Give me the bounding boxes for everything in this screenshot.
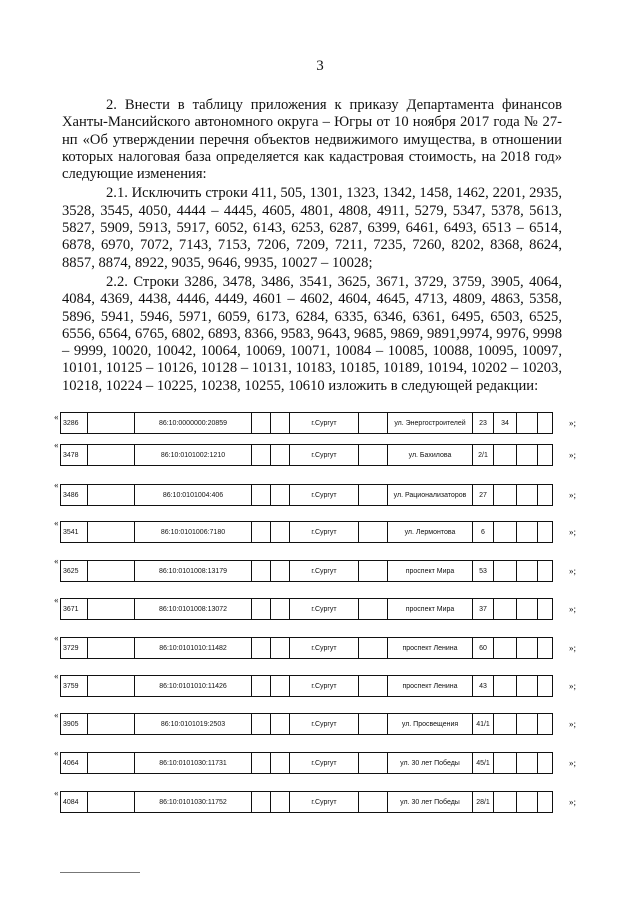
cadastral-number: 86:10:0101010:11426 xyxy=(135,676,252,697)
building-cell xyxy=(494,714,517,735)
cadastral-number: 86:10:0101006:7180 xyxy=(135,522,252,543)
city-cell: г.Сургут xyxy=(290,413,359,434)
table-row xyxy=(60,444,553,466)
empty-cell xyxy=(88,676,135,697)
empty-cell xyxy=(538,676,553,697)
empty-cell xyxy=(538,638,553,659)
close-quote: »; xyxy=(569,643,577,653)
empty-cell xyxy=(88,485,135,506)
house-cell: 60 xyxy=(473,638,494,659)
close-quote: »; xyxy=(569,450,577,460)
house-cell: 6 xyxy=(473,522,494,543)
empty-cell xyxy=(271,522,290,543)
city-cell: г.Сургут xyxy=(290,638,359,659)
building-cell xyxy=(494,485,517,506)
empty-cell xyxy=(359,638,388,659)
house-cell: 28/1 xyxy=(473,792,494,813)
city-cell: г.Сургут xyxy=(290,792,359,813)
open-quote: « xyxy=(54,748,59,758)
building-cell xyxy=(494,753,517,774)
empty-cell xyxy=(538,792,553,813)
empty-cell xyxy=(252,599,271,620)
city-cell: г.Сургут xyxy=(290,599,359,620)
table-row xyxy=(60,752,553,774)
empty-cell xyxy=(359,561,388,582)
cadastral-number: 86:10:0101030:11731 xyxy=(135,753,252,774)
house-cell: 23 xyxy=(473,413,494,434)
table-row xyxy=(60,637,553,659)
city-cell: г.Сургут xyxy=(290,714,359,735)
open-quote: « xyxy=(54,440,59,450)
building-cell xyxy=(494,561,517,582)
city-cell: г.Сургут xyxy=(290,522,359,543)
paragraph-replace-rows: 2.2. Строки 3286, 3478, 3486, 3541, 3625, 3671, 3729, 3759, 3905, 4064, 4084, 4369, 4438, 4446, 4449, 4601 – 4602, 4604, 4645, 4713, 4809, 4863, 5358, 5896, 5941, 5946, 5971, 6059, 6173, 6284, 6335, 6346, 6361, 6495, 6503, 6525, 6556, 6564, 6765, 6802, 6893, 8366, 9583, 9643, 9685, 9869, 9891,9974, 9976, 9998 – 9999, 10020, 10042, 10064, 10069, 10071, 10084 – 10085, 10088, 10095, 10097, 10101, 10125 – 10126, 10128 – 10131, 10183, 10185, 10189, 10194, 10202 – 10203, 10218, 10224 – 10225, 10238, 10255, 10610 изложить в следующей редакции: xyxy=(62,273,562,394)
empty-cell xyxy=(538,522,553,543)
building-cell xyxy=(494,638,517,659)
empty-cell xyxy=(252,522,271,543)
empty-cell xyxy=(271,676,290,697)
row-number: 3625 xyxy=(61,561,88,582)
close-quote: »; xyxy=(569,566,577,576)
building-cell xyxy=(494,445,517,466)
house-cell: 45/1 xyxy=(473,753,494,774)
footer-divider xyxy=(60,872,140,873)
open-quote: « xyxy=(54,788,59,798)
street-cell: ул. 30 лет Победы xyxy=(388,753,473,774)
empty-cell xyxy=(517,676,538,697)
street-cell: проспект Ленина xyxy=(388,638,473,659)
open-quote: « xyxy=(54,671,59,681)
empty-cell xyxy=(271,792,290,813)
table-row xyxy=(60,598,553,620)
cadastral-number: 86:10:0101010:11482 xyxy=(135,638,252,659)
street-cell: ул. Лермонтова xyxy=(388,522,473,543)
cadastral-number: 86:10:0101002:1210 xyxy=(135,445,252,466)
empty-cell xyxy=(252,413,271,434)
empty-cell xyxy=(359,522,388,543)
table-row xyxy=(60,713,553,735)
open-quote: « xyxy=(54,595,59,605)
empty-cell xyxy=(271,413,290,434)
cadastral-number: 86:10:0101004:406 xyxy=(135,485,252,506)
empty-cell xyxy=(517,413,538,434)
empty-cell xyxy=(271,485,290,506)
paragraph-exclude-rows: 2.1. Исключить строки 411, 505, 1301, 1323, 1342, 1458, 1462, 2201, 2935, 3528, 3545, 4050, 4444 – 4445, 4605, 4801, 4808, 4911, 5279, 5347, 5378, 5613, 5827, 5909, 5913, 5917, 6052, 6143, 6253, 6287, 6399, 6461, 6493, 6513 – 6514, 6878, 6970, 7072, 7143, 7153, 7206, 7209, 7211, 7235, 7260, 8202, 8368, 8624, 8857, 8874, 8922, 9035, 9646, 9935, 10027 – 10028; xyxy=(62,185,562,271)
open-quote: « xyxy=(54,710,59,720)
empty-cell xyxy=(252,561,271,582)
empty-cell xyxy=(517,792,538,813)
building-cell: 34 xyxy=(494,413,517,434)
empty-cell xyxy=(517,753,538,774)
close-quote: »; xyxy=(569,527,577,537)
house-cell: 2/1 xyxy=(473,445,494,466)
empty-cell xyxy=(88,445,135,466)
empty-cell xyxy=(538,561,553,582)
empty-cell xyxy=(538,753,553,774)
empty-cell xyxy=(271,445,290,466)
row-number: 3905 xyxy=(61,714,88,735)
empty-cell xyxy=(359,445,388,466)
row-number: 3759 xyxy=(61,676,88,697)
street-cell: ул. Просвещения xyxy=(388,714,473,735)
close-quote: »; xyxy=(569,719,577,729)
close-quote: »; xyxy=(569,758,577,768)
empty-cell xyxy=(88,561,135,582)
row-number: 4084 xyxy=(61,792,88,813)
empty-cell xyxy=(538,445,553,466)
cadastral-number: 86:10:0101030:11752 xyxy=(135,792,252,813)
empty-cell xyxy=(359,676,388,697)
empty-cell xyxy=(517,599,538,620)
row-number: 3486 xyxy=(61,485,88,506)
street-cell: проспект Мира xyxy=(388,599,473,620)
row-number: 3671 xyxy=(61,599,88,620)
street-cell: ул. Рационализаторов xyxy=(388,485,473,506)
empty-cell xyxy=(252,676,271,697)
open-quote: « xyxy=(54,633,59,643)
house-cell: 43 xyxy=(473,676,494,697)
empty-cell xyxy=(88,413,135,434)
empty-cell xyxy=(359,753,388,774)
cadastral-number: 86:10:0101019:2503 xyxy=(135,714,252,735)
street-cell: ул. 30 лет Победы xyxy=(388,792,473,813)
empty-cell xyxy=(252,485,271,506)
empty-cell xyxy=(271,753,290,774)
building-cell xyxy=(494,676,517,697)
row-number: 3478 xyxy=(61,445,88,466)
city-cell: г.Сургут xyxy=(290,485,359,506)
close-quote: »; xyxy=(569,490,577,500)
empty-cell xyxy=(538,714,553,735)
empty-cell xyxy=(271,714,290,735)
paragraph-amendment-intro: 2. Внести в таблицу приложения к приказу Департамента финансов Ханты-Мансийского автономного округа – Югры от 10 ноября 2017 года № 27-нп «Об утверждении перечня объектов недвижимого имущества, в отношении которых налоговая база определяется как кадастровая стоимость, на 2018 год» следующие изменения: xyxy=(62,97,562,183)
row-number: 3729 xyxy=(61,638,88,659)
close-quote: »; xyxy=(569,681,577,691)
table-row xyxy=(60,560,553,582)
empty-cell xyxy=(88,599,135,620)
empty-cell xyxy=(538,413,553,434)
empty-cell xyxy=(88,714,135,735)
empty-cell xyxy=(271,561,290,582)
empty-cell xyxy=(271,638,290,659)
city-cell: г.Сургут xyxy=(290,445,359,466)
empty-cell xyxy=(359,792,388,813)
street-cell: проспект Ленина xyxy=(388,676,473,697)
empty-cell xyxy=(88,792,135,813)
building-cell xyxy=(494,599,517,620)
empty-cell xyxy=(252,714,271,735)
building-cell xyxy=(494,522,517,543)
house-cell: 27 xyxy=(473,485,494,506)
empty-cell xyxy=(252,753,271,774)
empty-cell xyxy=(538,599,553,620)
house-cell: 41/1 xyxy=(473,714,494,735)
open-quote: « xyxy=(54,412,59,422)
empty-cell xyxy=(517,445,538,466)
open-quote: « xyxy=(54,556,59,566)
table-row xyxy=(60,484,553,506)
empty-cell xyxy=(517,522,538,543)
city-cell: г.Сургут xyxy=(290,753,359,774)
street-cell: проспект Мира xyxy=(388,561,473,582)
street-cell: ул. Бахилова xyxy=(388,445,473,466)
row-number: 3286 xyxy=(61,413,88,434)
table-row xyxy=(60,791,553,813)
empty-cell xyxy=(252,638,271,659)
table-row xyxy=(60,521,553,543)
empty-cell xyxy=(252,792,271,813)
row-number: 3541 xyxy=(61,522,88,543)
empty-cell xyxy=(538,485,553,506)
empty-cell xyxy=(517,638,538,659)
empty-cell xyxy=(359,485,388,506)
close-quote: »; xyxy=(569,797,577,807)
table-row xyxy=(60,675,553,697)
building-cell xyxy=(494,792,517,813)
open-quote: « xyxy=(54,518,59,528)
house-cell: 37 xyxy=(473,599,494,620)
city-cell: г.Сургут xyxy=(290,676,359,697)
street-cell: ул. Энергостроителей xyxy=(388,413,473,434)
close-quote: »; xyxy=(569,418,577,428)
open-quote: « xyxy=(54,480,59,490)
empty-cell xyxy=(517,714,538,735)
close-quote: »; xyxy=(569,604,577,614)
table-row xyxy=(60,412,553,434)
row-number: 4064 xyxy=(61,753,88,774)
empty-cell xyxy=(517,485,538,506)
empty-cell xyxy=(359,599,388,620)
empty-cell xyxy=(88,638,135,659)
house-cell: 53 xyxy=(473,561,494,582)
city-cell: г.Сургут xyxy=(290,561,359,582)
empty-cell xyxy=(88,522,135,543)
cadastral-number: 86:10:0000000:20859 xyxy=(135,413,252,434)
cadastral-number: 86:10:0101008:13072 xyxy=(135,599,252,620)
page-number: 3 xyxy=(316,58,324,74)
empty-cell xyxy=(252,445,271,466)
empty-cell xyxy=(359,413,388,434)
cadastral-number: 86:10:0101008:13179 xyxy=(135,561,252,582)
empty-cell xyxy=(271,599,290,620)
empty-cell xyxy=(88,753,135,774)
empty-cell xyxy=(359,714,388,735)
empty-cell xyxy=(517,561,538,582)
